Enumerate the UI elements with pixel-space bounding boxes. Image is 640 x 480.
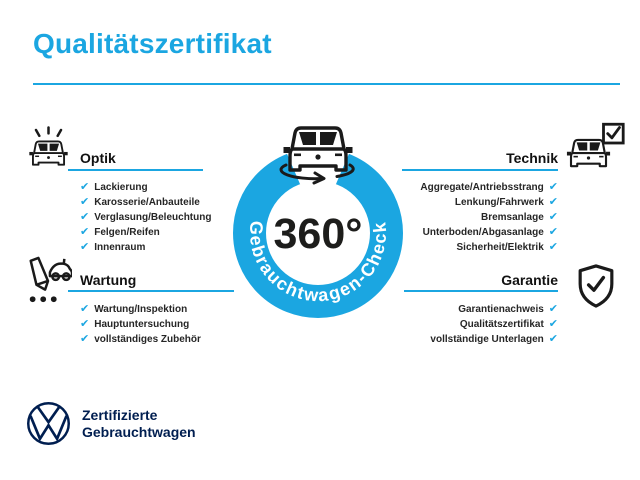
technik-checklist bbox=[420, 180, 558, 255]
list-item bbox=[80, 240, 211, 255]
check-icon: ✔ bbox=[548, 303, 558, 315]
item-label: Hauptuntersuchung bbox=[94, 319, 190, 330]
item-label: Aggregate/Antriebsstrang bbox=[420, 182, 544, 193]
section-title-garantie: Garantie bbox=[501, 272, 558, 288]
check-icon: ✔ bbox=[80, 226, 90, 238]
section-title-wartung: Wartung bbox=[80, 272, 137, 288]
page-title: Qualitätszertifikat bbox=[33, 28, 272, 59]
list-item bbox=[455, 195, 558, 210]
footer-claim bbox=[82, 407, 196, 441]
car-checkbox-icon bbox=[566, 122, 626, 179]
list-item bbox=[80, 210, 211, 225]
check-icon: ✔ bbox=[548, 241, 558, 253]
badge-ring-label: Gebrauchtwagen-Check bbox=[245, 220, 391, 306]
check-icon: ✔ bbox=[548, 226, 558, 238]
item-label: Bremsanlage bbox=[480, 212, 544, 223]
check-icon: ✔ bbox=[80, 333, 90, 345]
check-icon: ✔ bbox=[548, 211, 558, 223]
badge-center-label: 360° bbox=[273, 210, 363, 258]
section-rule-wartung bbox=[68, 290, 234, 292]
list-item bbox=[80, 302, 201, 317]
car-front-shine-icon bbox=[25, 125, 72, 180]
list-item bbox=[80, 180, 211, 195]
pen-checklist-car-icon bbox=[24, 256, 72, 304]
shield-check-icon bbox=[577, 263, 615, 309]
list-item bbox=[80, 332, 201, 347]
optik-checklist bbox=[80, 180, 211, 255]
item-label: Garantienachweis bbox=[458, 304, 544, 315]
check-icon: ✔ bbox=[80, 181, 90, 193]
list-item bbox=[481, 210, 558, 225]
wartung-checklist bbox=[80, 302, 201, 347]
360-check-badge bbox=[218, 114, 418, 336]
check-icon: ✔ bbox=[548, 196, 558, 208]
item-label: Qualitätszertifikat bbox=[459, 319, 544, 330]
item-label: Unterboden/Abgasanlage bbox=[422, 227, 544, 238]
list-item bbox=[458, 302, 558, 317]
list-item bbox=[460, 317, 558, 332]
list-item bbox=[430, 332, 558, 347]
list-item bbox=[457, 240, 558, 255]
check-icon: ✔ bbox=[80, 196, 90, 208]
section-title-technik: Technik bbox=[506, 150, 558, 166]
section-rule-optik bbox=[68, 169, 203, 171]
section-rule-technik bbox=[402, 169, 558, 171]
item-label: Innenraum bbox=[94, 242, 146, 253]
check-icon: ✔ bbox=[548, 181, 558, 193]
section-rule-garantie bbox=[404, 290, 558, 292]
list-item bbox=[80, 225, 211, 240]
check-icon: ✔ bbox=[80, 241, 90, 253]
item-label: vollständige Unterlagen bbox=[430, 334, 544, 345]
footer-claim-line2: Gebrauchtwagen bbox=[82, 424, 196, 440]
list-item bbox=[80, 317, 201, 332]
item-label: Sicherheit/Elektrik bbox=[456, 242, 544, 253]
check-icon: ✔ bbox=[80, 211, 90, 223]
check-icon: ✔ bbox=[548, 318, 558, 330]
item-label: Felgen/Reifen bbox=[94, 227, 160, 238]
title-divider bbox=[33, 83, 620, 85]
section-title-optik: Optik bbox=[80, 150, 116, 166]
vw-logo bbox=[26, 401, 71, 446]
garantie-checklist bbox=[430, 302, 558, 347]
item-label: Lackierung bbox=[94, 182, 148, 193]
list-item bbox=[80, 195, 211, 210]
check-icon: ✔ bbox=[80, 303, 90, 315]
item-label: vollständiges Zubehör bbox=[94, 334, 201, 345]
list-item bbox=[423, 225, 558, 240]
list-item bbox=[420, 180, 558, 195]
check-icon: ✔ bbox=[548, 333, 558, 345]
item-label: Verglasung/Beleuchtung bbox=[94, 212, 212, 223]
item-label: Karosserie/Anbauteile bbox=[94, 197, 200, 208]
check-icon: ✔ bbox=[80, 318, 90, 330]
item-label: Lenkung/Fahrwerk bbox=[454, 197, 544, 208]
item-label: Wartung/Inspektion bbox=[94, 304, 188, 315]
footer-claim-line1: Zertifizierte bbox=[82, 407, 158, 423]
